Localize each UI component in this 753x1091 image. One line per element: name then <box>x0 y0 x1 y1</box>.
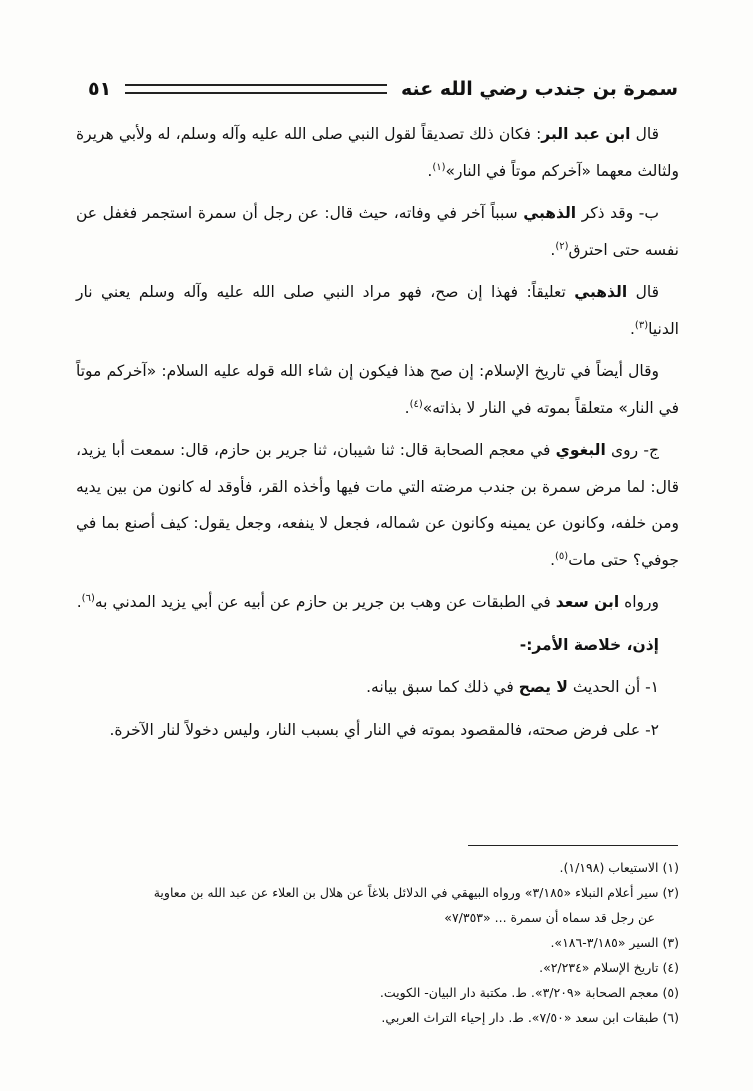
text-run: . <box>427 161 433 180</box>
bold-text: الذهبي <box>523 204 577 222</box>
text-run: . <box>629 319 635 338</box>
paragraph <box>76 116 679 189</box>
paragraph <box>76 712 679 749</box>
bold-text: ابن سعد <box>555 593 620 611</box>
footnote-ref: (٢) <box>555 240 569 252</box>
footnote-separator <box>468 845 678 846</box>
page-number: ٥١ <box>88 78 112 100</box>
text-run: . <box>550 240 556 259</box>
paragraph <box>76 195 679 268</box>
text-run: . <box>550 550 556 569</box>
bold-text: لا يصح <box>518 678 568 696</box>
header-rule <box>125 84 387 94</box>
footnote-ref: (٣) <box>634 319 649 331</box>
main-text <box>76 116 679 754</box>
running-header <box>88 72 678 106</box>
footnote-continuation: عن رجل قد سماه أن سمرة ... «٧/٣٥٣» <box>444 910 655 925</box>
text-run: . <box>76 593 82 611</box>
bold-text: الذهبي <box>574 283 628 301</box>
text-run: ج- روى <box>605 441 659 459</box>
footnote: (٥) معجم الصحابة «٣/٢٠٩». ط. مكتبة دار البيان- الكويت. <box>379 985 679 1000</box>
text-run: وقال أيضاً في تاريخ الإسلام: إن صح هذا فيكون إن شاء الله قوله عليه السلام: «آخركم موتاً في النار» متعلقاً بموته في النار لا بذاته» <box>76 362 679 417</box>
text-run: في معجم الصحابة قال: ثنا شيبان، ثنا جرير بن حازم، قال: سمعت أبا يزيد، قال: لما مرض سمرة بن جندب مرضته التي مات فيها وأخذه القر، فأوقد له كانون من بين يديه ومن خلفه، وكانون عن يمينه وكانون عن شماله، فجعل لا ينفعه، وجعل يقول: كيف أصنع بما في جوفي؟ حتى مات <box>76 441 679 569</box>
footnotes <box>76 855 679 1030</box>
paragraph <box>76 274 679 347</box>
paragraph <box>76 353 679 426</box>
text-run: ورواه <box>619 593 659 611</box>
footnote-ref: (٦) <box>81 592 95 604</box>
footnote: (٣) السير «٣/١٨٥-١٨٦». <box>550 935 679 950</box>
bold-text: البغوي <box>555 441 606 459</box>
text-run: ٢- على فرض صحته، فالمقصود بموته في النار أي بسبب النار، وليس دخولاً لنار الآخرة. <box>109 720 659 739</box>
paragraph <box>76 584 679 621</box>
paragraph <box>76 627 679 664</box>
text-run: ب- وقد ذكر <box>576 204 659 222</box>
bold-text: إذن، خلاصة الأمر:- <box>519 635 659 654</box>
text-run: قال <box>627 283 659 301</box>
text-run: في ذلك كما سبق بيانه. <box>366 678 519 696</box>
footnote-ref: (٥) <box>555 550 569 562</box>
paragraph <box>76 432 679 578</box>
paragraph <box>76 669 679 706</box>
text-run: قال <box>630 125 659 143</box>
footnote: (٤) تاريخ الإسلام «٢/٢٣٤». <box>539 960 679 975</box>
text-run: سبباً آخر في وفاته، حيث قال: عن رجل أن سمرة استجمر فغفل عن نفسه حتى احترق <box>76 204 679 259</box>
footnote-ref: (١) <box>432 161 446 173</box>
footnote: (٦) طبقات ابن سعد «٧/٥٠». ط. دار إحياء التراث العربي. <box>381 1010 679 1025</box>
text-run: تعليقاً: فهذا إن صح، فهو مراد النبي صلى الله عليه وآله وسلم يعني نار الدنيا <box>76 283 679 338</box>
footnote: (٢) سير أعلام النبلاء «٣/١٨٥» ورواه البيهقي في الدلائل بلاغاً عن هلال بن العلاء عن عبد الله بن معاوية <box>153 885 679 900</box>
bold-text: ابن عبد البر <box>541 125 631 143</box>
text-run: في الطبقات عن وهب بن جرير بن حازم عن أبيه عن أبي يزيد المدني به <box>94 593 556 611</box>
text-run: . <box>404 398 410 417</box>
text-run: ١- أن الحديث <box>567 678 659 696</box>
text-run: : فكان ذلك تصديقاً لقول النبي صلى الله عليه وآله وسلم، له ولأبي هريرة ولثالث معهما «آخركم موتاً في النار» <box>76 125 679 180</box>
footnote: (١) الاستيعاب (١/١٩٨). <box>559 860 679 875</box>
footnote-ref: (٤) <box>409 398 423 410</box>
header-title: سمرة بن جندب رضي الله عنه <box>401 78 678 100</box>
